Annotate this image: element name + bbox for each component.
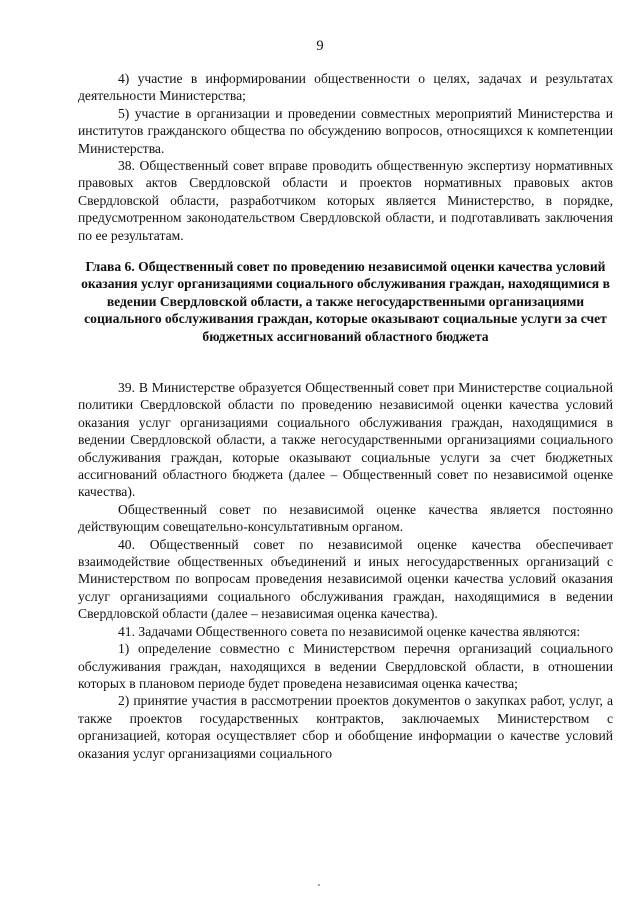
paragraph-item-5: 5) участие в организации и проведении совместных мероприятий Министерства и институтов гражданского общества по обсуждению вопросов, относящихся к компетенции Министерства. (78, 105, 613, 156)
paragraph-41-item-1: 1) определение совместно с Министерством перечня организаций социального обслуживания граждан, находящихся в ведении Свердловской области, в отношении которых в плановом периоде будет проведена независимая оценка качества; (78, 641, 613, 691)
page-number: 9 (316, 38, 324, 54)
scan-speck (318, 884, 320, 886)
paragraph-39: 39. В Министерстве образуется Общественный совет при Министерстве социальной политики Свердловской области по проведению независимой оценки качества условий оказания услуг организациями социального обслуживания граждан, находящимися в ведении Свердловской области, а также негосударственными организациями социального обслуживания граждан, которые оказывают социальные услуги за счет бюджетных ассигнований областного бюджета (далее – Общественный совет по независимой оценке качества). (78, 380, 613, 500)
paragraph-38: 38. Общественный совет вправе проводить общественную экспертизу нормативных правовых актов Свердловской области и проектов нормативных правовых актов Свердловской области, разработчиком которых является Министерство, в порядке, предусмотренном законодательством Свердловской области, и подготавливать заключения по ее результатам. (78, 158, 613, 243)
paragraph-item-4: 4) участие в информировании общественности о целях, задачах и результатах деятельности Министерства; (78, 71, 613, 104)
text-block-top (78, 70, 613, 244)
text-block-bottom (78, 379, 613, 762)
chapter-heading: Глава 6. Общественный совет по проведению независимой оценки качества условий оказания услуг организациями социального обслуживания граждан, находящимися в ведении Свердловской области, а также негосударственными организациями социального обслуживания граждан, которые оказывают социальные услуги за счет бюджетных ассигнований областного бюджета (81, 259, 610, 344)
paragraph-41: 41. Задачами Общественного совета по независимой оценке качества являются: (118, 623, 581, 639)
paragraph-41-item-2: 2) принятие участия в рассмотрении проектов документов о закупках работ, услуг, а также проектов государственных контрактов, заключаемых Министерством с организацией, которая осуществляет сбор и обобщение информации о качестве условий оказания услуг организациями социального (78, 693, 613, 761)
paragraph-40: 40. Общественный совет по независимой оценке качества обеспечивает взаимодействие общественных объединений и иных негосударственных организаций с Министерством по вопросам проведения независимой оценки качества условий оказания услуг организациями социального обслуживания граждан, находящимися в ведении Свердловской области (далее – независимая оценка качества). (78, 536, 613, 622)
paragraph-39-continued: Общественный совет по независимой оценке качества является постоянно действующим совещательно-консультативным органом. (78, 501, 613, 535)
